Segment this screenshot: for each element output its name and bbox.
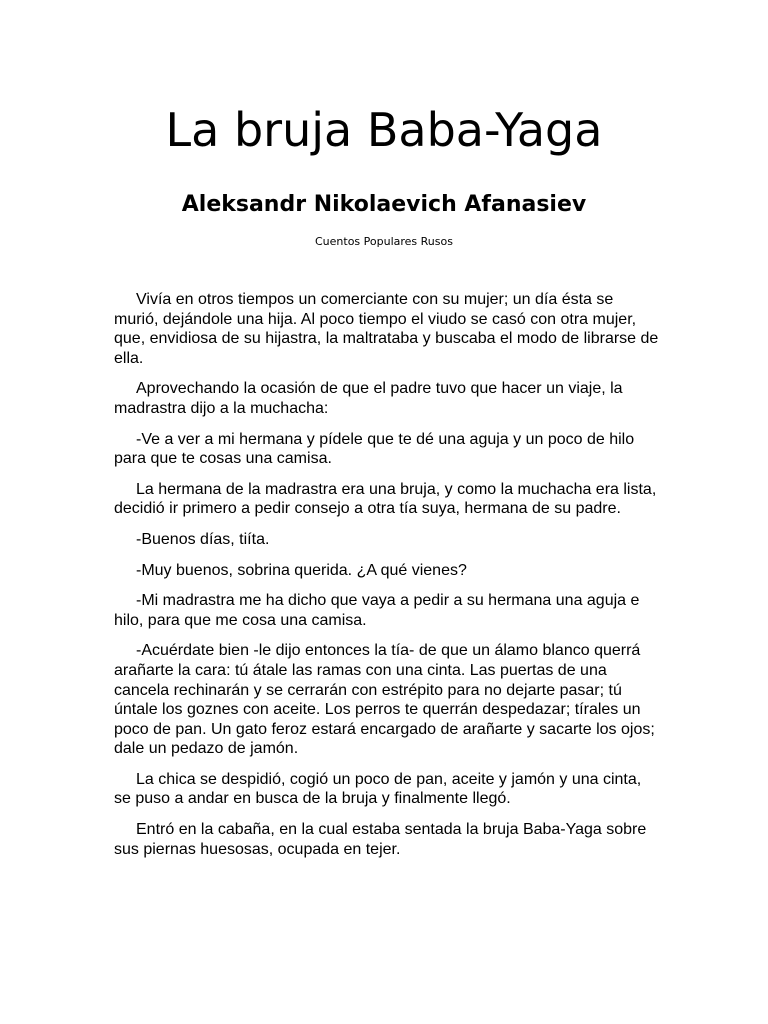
paragraph: Aprovechando la ocasión de que el padre tuvo que hacer un viaje, la madrastra dijo a la muchacha:: [114, 380, 623, 417]
paragraph: La hermana de la madrastra era una bruja, y como la muchacha era lista, decidió ir primero a pedir consejo a otra tía suya, hermana de su padre.: [114, 480, 657, 518]
document-author: Aleksandr Nikolaevich Afanasiev: [181, 192, 587, 217]
paragraph: Vivía en otros tiempos un comerciante con su mujer; un día ésta se murió, dejándole una hija. Al poco tiempo el viudo se casó con otra mujer, que, envidiosa de su hijastra, la maltrataba y buscaba el modo de librarse de ella.: [114, 291, 659, 367]
paragraph: -Muy buenos, sobrina querida. ¿A qué vienes?: [136, 561, 467, 579]
paragraph: -Acuérdate bien -le dijo entonces la tía- de que un álamo blanco querrá arañarte la cara: tú átale las ramas con una cinta. Las puertas de una cancela rechinarán y se cerrarán con estrépito para no dejarte pasar; tú úntale los goznes con aceite. Los perros te querrán despedazar; tírales un poco de pan. Un gato feroz estará encargado de arañarte y sacarte los ojos; dale un pedazo de jamón.: [114, 642, 655, 758]
paragraph: Entró en la cabaña, en la cual estaba sentada la bruja Baba-Yaga sobre sus piernas huesosas, ocupada en tejer.: [114, 821, 647, 858]
document-title: La bruja Baba-Yaga: [165, 103, 603, 157]
document-body: [114, 290, 659, 870]
paragraph: La chica se despidió, cogió un poco de pan, aceite y jamón y una cinta, se puso a andar en busca de la bruja y finalmente llegó.: [114, 770, 642, 808]
paragraph: -Buenos días, tiíta.: [136, 530, 270, 548]
document-subtitle: Cuentos Populares Rusos: [315, 235, 453, 248]
paragraph: -Mi madrastra me ha dicho que vaya a pedir a su hermana una aguja e hilo, para que me cosa una camisa.: [114, 592, 640, 629]
paragraph: -Ve a ver a mi hermana y pídele que te dé una aguja y un poco de hilo para que te cosas una camisa.: [114, 430, 635, 468]
